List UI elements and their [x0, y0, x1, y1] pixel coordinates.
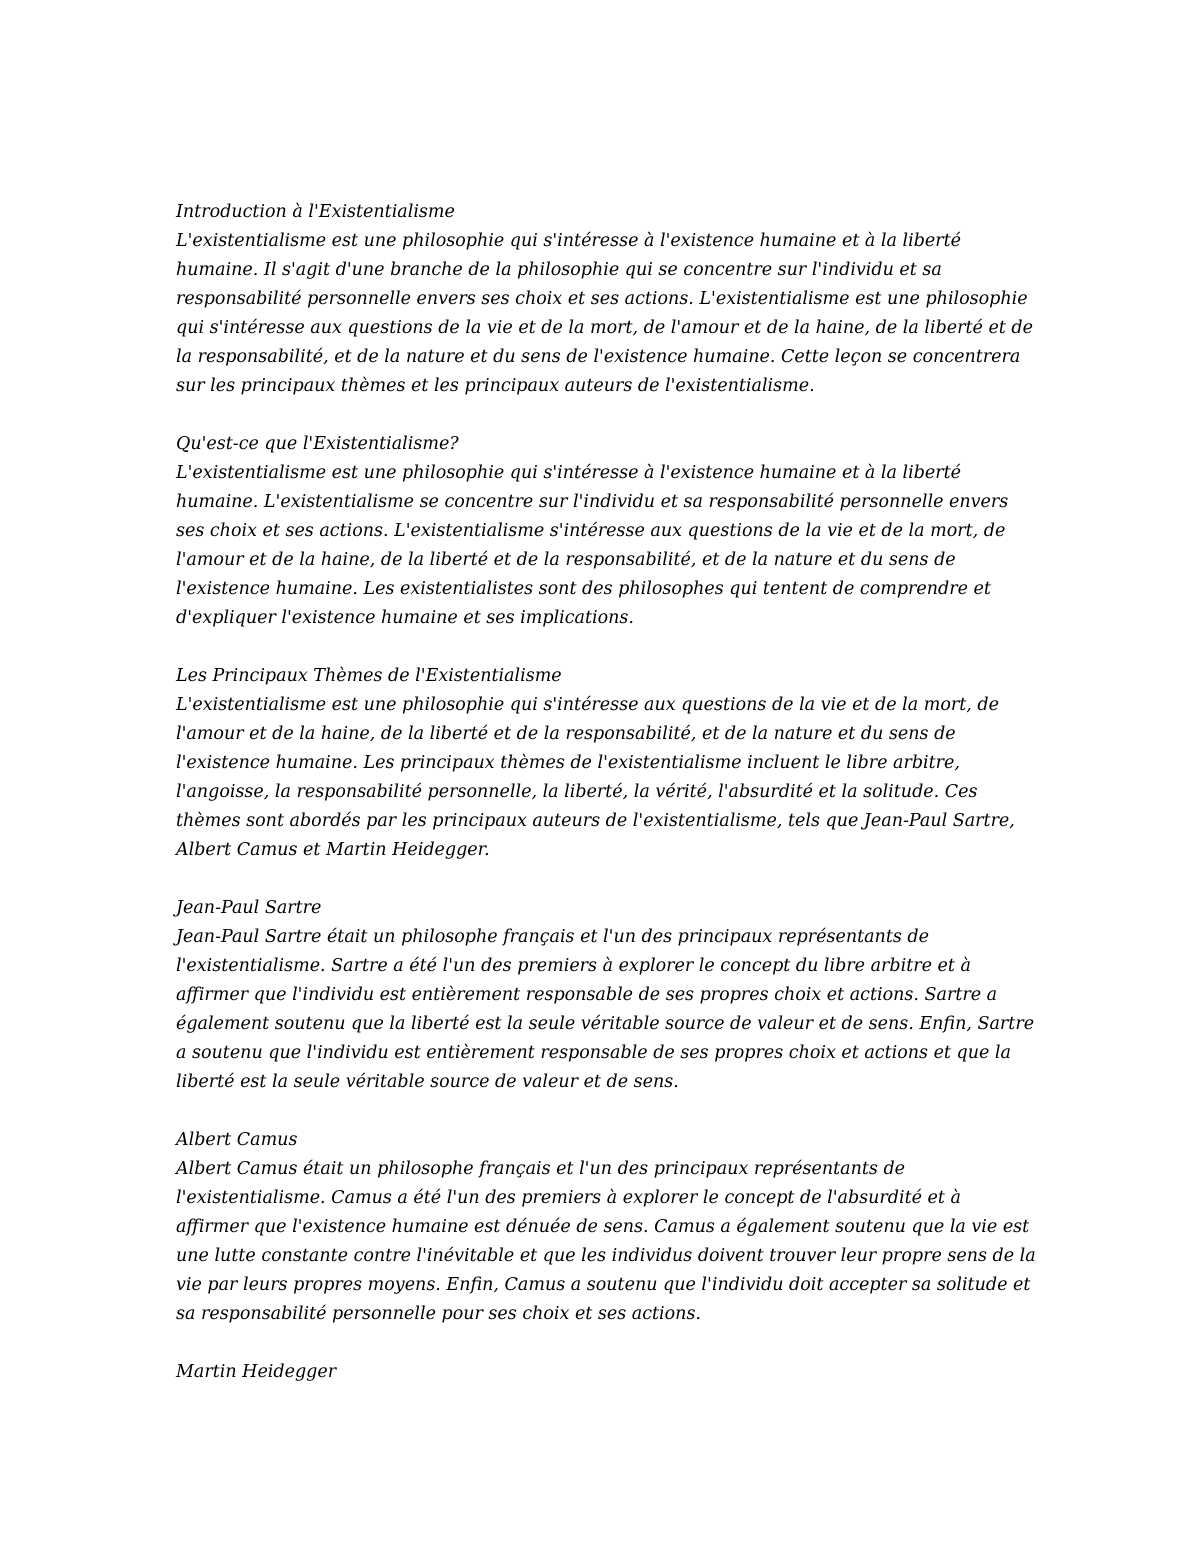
- section-sartre: [176, 894, 1036, 1097]
- section-heading: Jean-Paul Sartre: [176, 898, 322, 918]
- section-heidegger: [176, 1358, 1036, 1387]
- section-introduction: [176, 198, 1036, 401]
- section-heading: Qu'est-ce que l'Existentialisme?: [176, 434, 459, 454]
- section-body: L'existentialisme est une philosophie qui s'intéresse à l'existence humaine et à la liberté humaine. L'existentialisme se concentre sur l'individu et sa responsabilité personnelle envers ses choix et ses actions. L'existentialisme s'intéresse aux questions de la vie et de la mort, de l'amour et de la haine, de la liberté et de la responsabilité, et de la nature et du sens de l'existence humaine. Les existentialistes sont des philosophes qui tentent de comprendre et d'expliquer l'existence humaine et ses implications.: [176, 463, 1009, 628]
- section-what-is-existentialism: [176, 430, 1036, 633]
- section-body: Jean-Paul Sartre était un philosophe français et l'un des principaux représentants de l'existentialisme. Sartre a été l'un des premiers à explorer le concept du libre arbitre et à affirmer que l'individu est entièrement responsable de ses propres choix et actions. Sartre a également soutenu que la liberté est la seule véritable source de valeur et de sens. Enfin, Sartre a soutenu que l'individu est entièrement responsable de ses propres choix et actions et que la liberté est la seule véritable source de valeur et de sens.: [176, 927, 1035, 1092]
- document-content: [176, 198, 1036, 1416]
- section-main-themes: [176, 662, 1036, 865]
- section-heading: Introduction à l'Existentialisme: [176, 202, 455, 222]
- section-body: Albert Camus était un philosophe français et l'un des principaux représentants de l'existentialisme. Camus a été l'un des premiers à explorer le concept de l'absurdité et à affirmer que l'existence humaine est dénuée de sens. Camus a également soutenu que la vie est une lutte constante contre l'inévitable et que les individus doivent trouver leur propre sens de la vie par leurs propres moyens. Enfin, Camus a soutenu que l'individu doit accepter sa solitude et sa responsabilité personnelle pour ses choix et ses actions.: [176, 1159, 1036, 1324]
- section-heading: Martin Heidegger: [176, 1362, 337, 1382]
- section-camus: [176, 1126, 1036, 1329]
- section-body: L'existentialisme est une philosophie qui s'intéresse à l'existence humaine et à la liberté humaine. Il s'agit d'une branche de la philosophie qui se concentre sur l'individu et sa responsabilité personnelle envers ses choix et ses actions. L'existentialisme est une philosophie qui s'intéresse aux questions de la vie et de la mort, de l'amour et de la haine, de la liberté et de la responsabilité, et de la nature et du sens de l'existence humaine. Cette leçon se concentrera sur les principaux thèmes et les principaux auteurs de l'existentialisme.: [176, 231, 1033, 396]
- section-heading: Les Principaux Thèmes de l'Existentialisme: [176, 666, 562, 686]
- section-body: L'existentialisme est une philosophie qui s'intéresse aux questions de la vie et de la mort, de l'amour et de la haine, de la liberté et de la responsabilité, et de la nature et du sens de l'existence humaine. Les principaux thèmes de l'existentialisme incluent le libre arbitre, l'angoisse, la responsabilité personnelle, la liberté, la vérité, l'absurdité et la solitude. Ces thèmes sont abordés par les principaux auteurs de l'existentialisme, tels que Jean-Paul Sartre, Albert Camus et Martin Heidegger.: [176, 695, 1015, 860]
- section-heading: Albert Camus: [176, 1130, 298, 1150]
